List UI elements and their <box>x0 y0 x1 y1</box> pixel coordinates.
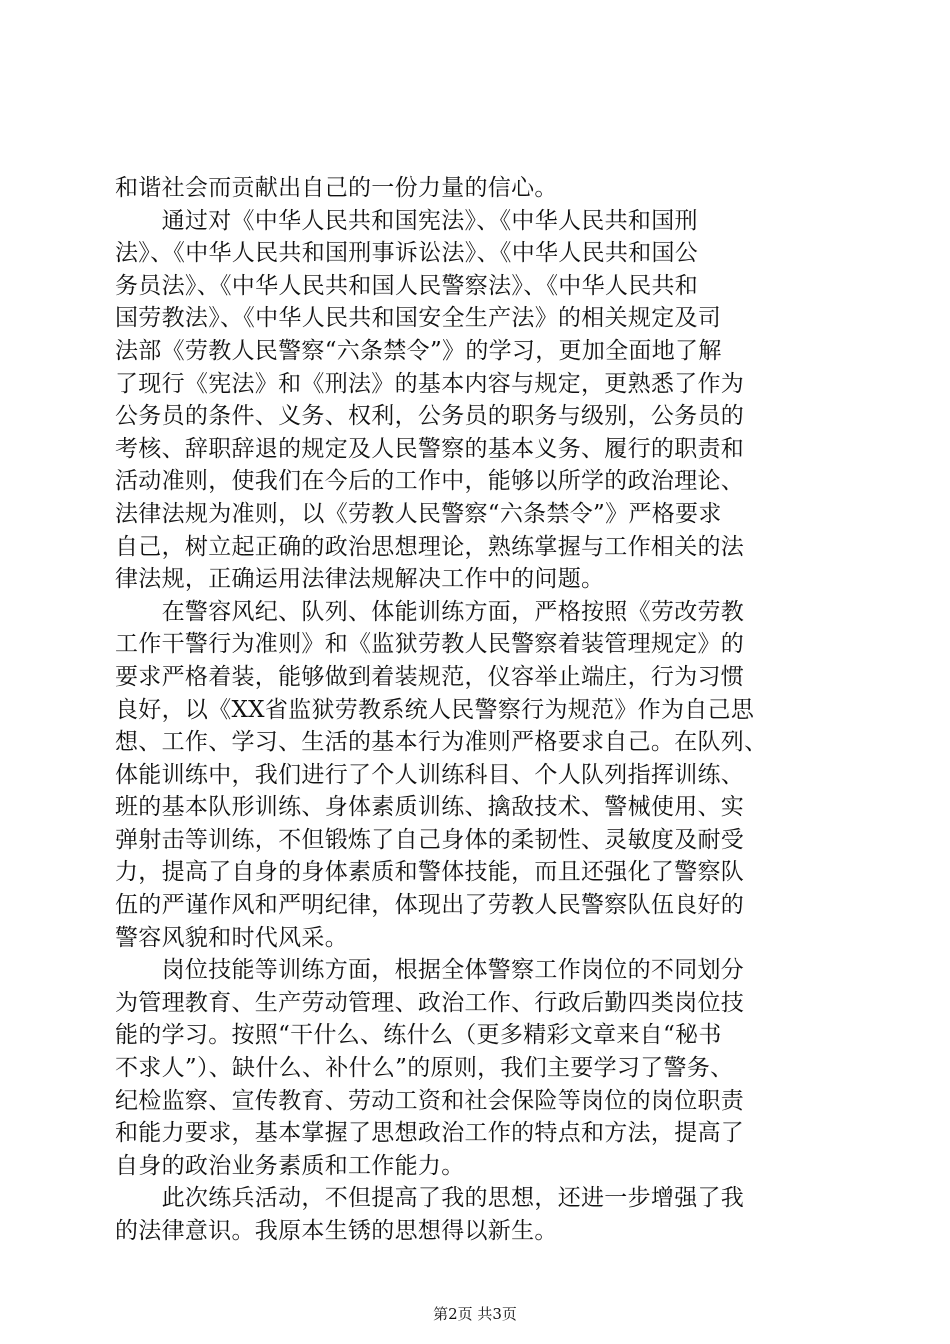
text-line: 法部《劳教人民警察“六条禁令”》的学习，更加全面地了解 <box>115 337 722 364</box>
text-line: 国劳教法》、《中华人民共和国安全生产法》的相关规定及司 <box>115 305 722 332</box>
text-line: 班的基本队形训练、身体素质训练、擒敌技术、警械使用、实 <box>115 794 745 821</box>
text-line: 要求严格着装，能够做到着装规范，仪容举止端庄，行为习惯 <box>115 663 745 690</box>
text-line: 考核、辞职辞退的规定及人民警察的基本义务、履行的职责和 <box>115 435 745 462</box>
text-line: 岗位技能等训练方面，根据全体警察工作岗位的不同划分 <box>115 957 745 984</box>
text-line: 能的学习。按照“干什么、练什么（更多精彩文章来自“秘书 <box>115 1022 722 1049</box>
text-line: 不求人”）、缺什么、补什么”的原则，我们主要学习了警务、 <box>115 1055 734 1082</box>
text-line: 自身的政治业务素质和工作能力。 <box>115 1152 465 1179</box>
page-footer: 第2页 共3页 <box>433 1305 517 1323</box>
text-line: 活动准则，使我们在今后的工作中，能够以所学的政治理论、 <box>115 468 745 495</box>
text-line: 在警容风纪、队列、体能训练方面，严格按照《劳改劳教 <box>115 598 745 625</box>
text-line: 伍的严谨作风和严明纪律，体现出了劳教人民警察队伍良好的 <box>115 892 745 919</box>
text-line: 良好，以《XX省监狱劳教系统人民警察行为规范》作为自己思 <box>115 696 755 723</box>
text-line: 和谐社会而贡献出自己的一份力量的信心。 <box>115 175 558 201</box>
body-text <box>115 172 835 1248</box>
text-line: 法律法规为准则，以《劳教人民警察“六条禁令”》严格要求 <box>115 500 722 527</box>
text-line: 此次练兵活动，不但提高了我的思想，还进一步增强了我 <box>115 1185 745 1212</box>
text-line: 务员法》、《中华人民共和国人民警察法》、《中华人民共和 <box>115 272 699 299</box>
text-line: 弹射击等训练，不但锻炼了自己身体的柔韧性、灵敏度及耐受 <box>115 826 745 853</box>
text-line: 体能训练中，我们进行了个人训练科目、个人队列指挥训练、 <box>115 761 745 788</box>
text-line: 力，提高了自身的身体素质和警体技能，而且还强化了警察队 <box>115 859 745 886</box>
text-line: 法》、《中华人民共和国刑事诉讼法》、《中华人民共和国公 <box>115 240 699 267</box>
text-line: 律法规，正确运用法律法规解决工作中的问题。 <box>115 566 605 593</box>
text-line: 通过对《中华人民共和国宪法》、《中华人民共和国刑 <box>115 207 698 234</box>
text-line: 和能力要求，基本掌握了思想政治工作的特点和方法，提高了 <box>115 1120 745 1147</box>
text-line: 警容风貌和时代风采。 <box>115 924 348 951</box>
text-line: 为管理教育、生产劳动管理、政治工作、行政后勤四类岗位技 <box>115 989 745 1016</box>
text-line: 纪检监察、宣传教育、劳动工资和社会保险等岗位的岗位职责 <box>115 1087 745 1114</box>
text-line: 工作干警行为准则》和《监狱劳教人民警察着装管理规定》的 <box>115 631 745 658</box>
text-line: 公务员的条件、义务、权利，公务员的职务与级别，公务员的 <box>115 403 745 430</box>
text-line: 想、工作、学习、生活的基本行为准则严格要求自己。在队列、 <box>115 729 768 756</box>
text-line: 的法律意识。我原本生锈的思想得以新生。 <box>115 1218 558 1244</box>
text-line: 了现行《宪法》和《刑法》的基本内容与规定，更熟悉了作为 <box>115 370 745 397</box>
text-line: 自己，树立起正确的政治思想理论，熟练掌握与工作相关的法 <box>115 533 745 560</box>
